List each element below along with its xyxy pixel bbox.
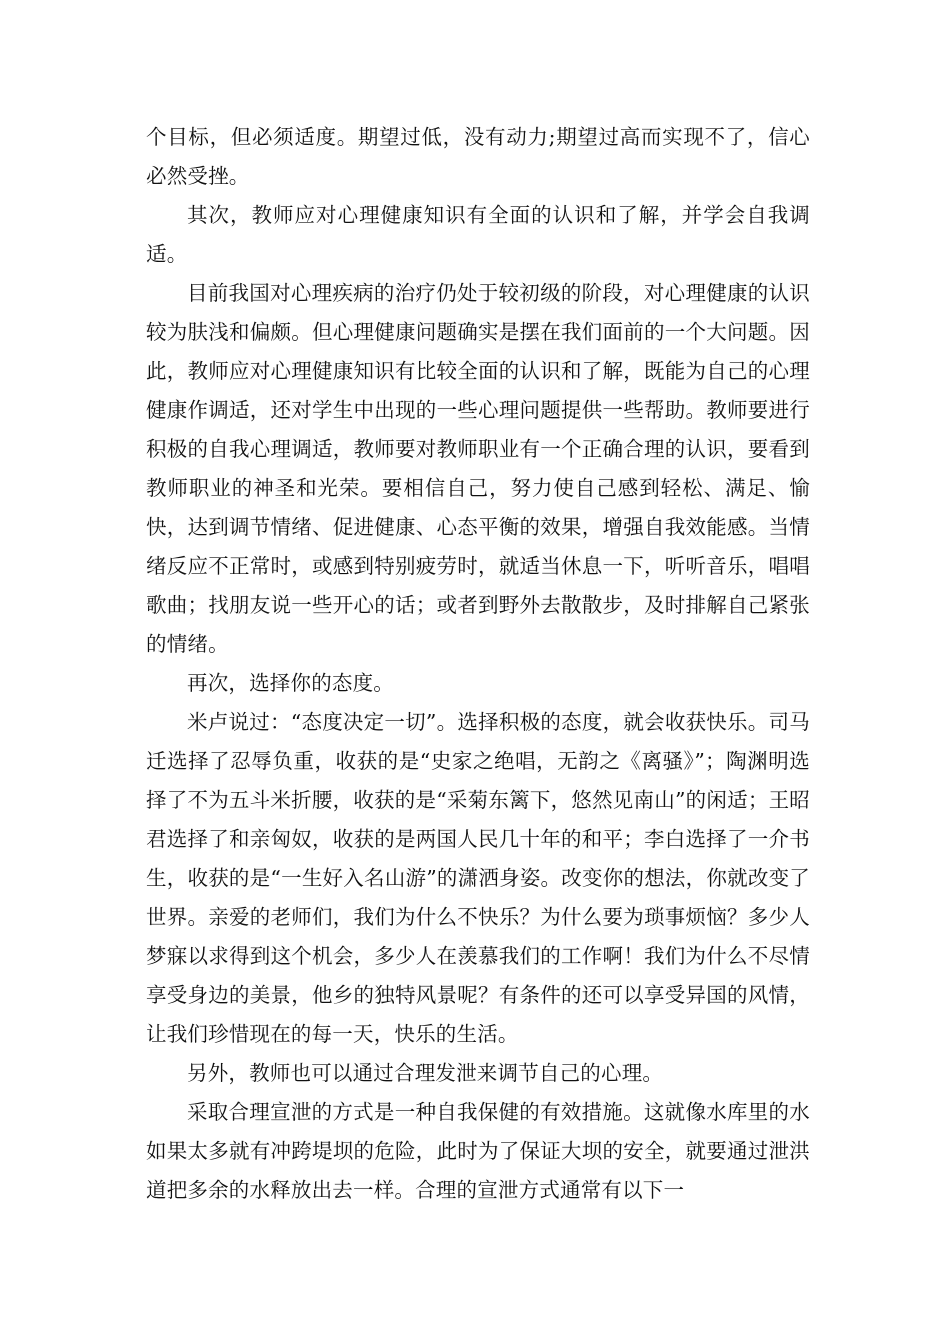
- paragraph-venting-heading: 另外，教师也可以通过合理发泄来调节自己的心理。: [187, 1061, 664, 1085]
- paragraph-mental-health-knowledge: 其次，教师应对心理健康知识有全面的认识和了解，并学会自我调适。: [146, 203, 810, 266]
- paragraph-attitude-examples: 米卢说过：“态度决定一切”。选择积极的态度，就会收获快乐。司马迁选择了忍辱负重，收获的是“史家之绝唱，无韵之《离骚》”；陶渊明选择了不为五斗米折腰，收获的是“采菊东篱下，悠然见南山”的闲适；王昭君选择了和亲匈奴，收获的是两国人民几十年的和平；李白选择了一介书生，收获的是“一生好入名山游”的潇洒身姿。改变你的想法，你就改变了世界。亲爱的老师们，我们为什么不快乐？为什么要为琐事烦恼？多少人梦寐以求得到这个机会，多少人在羡慕我们的工作啊！我们为什么不尽情享受身边的美景，他乡的独特风景呢？有条件的还可以享受异国的风情，让我们珍惜现在的每一天，快乐的生活。: [146, 710, 810, 1046]
- paragraph-self-adjustment: 目前我国对心理疾病的治疗仍处于较初级的阶段，对心理健康的认识较为肤浅和偏颇。但心理健康问题确实是摆在我们面前的一个大问题。因此，教师应对心理健康知识有比较全面的认识和了解，既能为自己的心理健康作调适，还对学生中出现的一些心理问题提供一些帮助。教师要进行积极的自我心理调适，教师要对教师职业有一个正确合理的认识，要看到教师职业的神圣和光荣。要相信自己，努力使自己感到轻松、满足、愉快，达到调节情绪、促进健康、心态平衡的效果，增强自我效能感。当情绪反应不正常时，或感到特别疲劳时，就适当休息一下，听听音乐，唱唱歌曲；找朋友说一些开心的话；或者到野外去散散步，及时排解自己紧张的情绪。: [146, 281, 810, 656]
- document-body: [146, 118, 810, 1210]
- paragraph-choose-attitude-heading: 再次，选择你的态度。: [187, 671, 394, 695]
- paragraph-goal-moderation: 个目标，但必须适度。期望过低，没有动力;期望过高而实现不了，信心必然受挫。: [146, 125, 810, 188]
- paragraph-venting-methods: 采取合理宣泄的方式是一种自我保健的有效措施。这就像水库里的水如果太多就有冲跨堤坝的危险，此时为了保证大坝的安全，就要通过泄洪道把多余的水释放出去一样。合理的宣泄方式通常有以下一: [146, 1100, 810, 1202]
